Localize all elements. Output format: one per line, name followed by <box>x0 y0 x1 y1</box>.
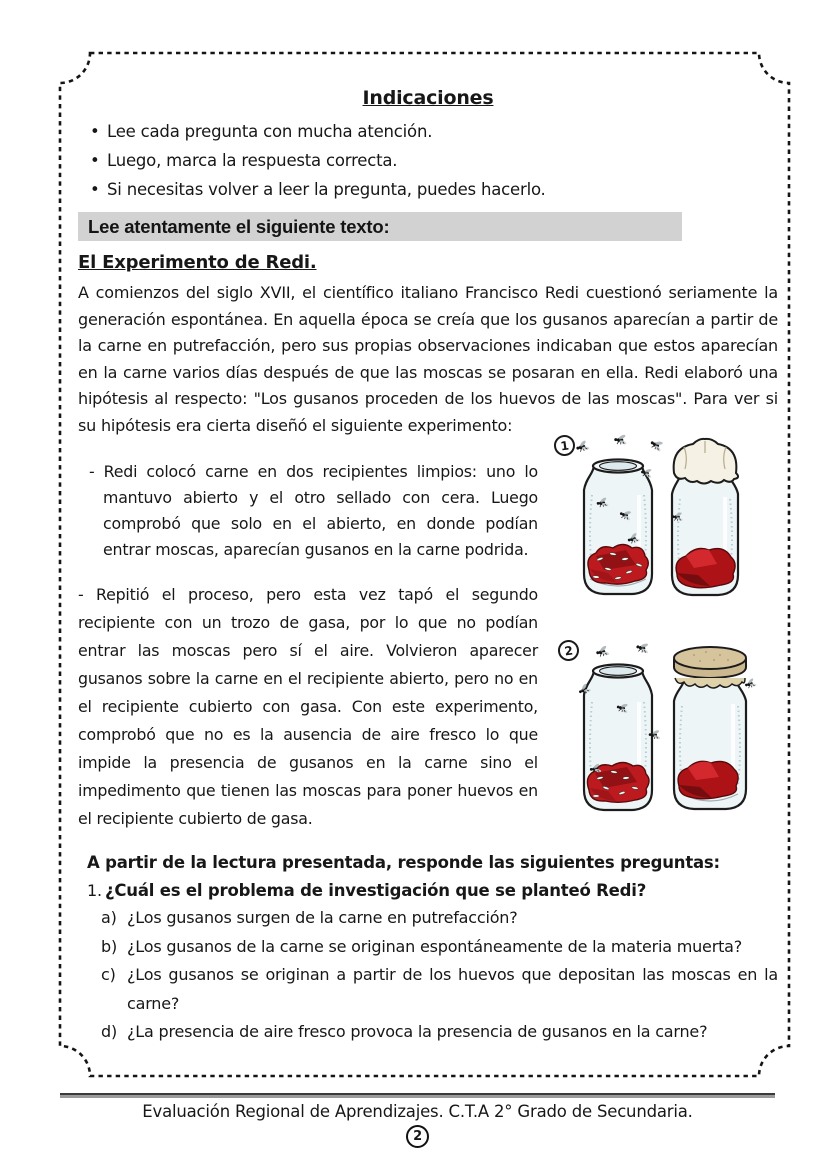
option-text: ¿La presencia de aire fresco provoca la presencia de gusanos en la carne? <box>127 1022 708 1041</box>
list-item <box>78 146 778 175</box>
questions-section <box>78 850 778 1047</box>
figure-1-illustration <box>538 433 778 628</box>
bullet-icon: • <box>90 180 100 199</box>
question-number: 1. <box>87 881 102 900</box>
fly-icon <box>575 439 591 454</box>
figure-1 <box>538 433 778 632</box>
white-cloth-cover <box>674 439 738 484</box>
section-header-bar: Lee atentamente el siguiente texto: <box>78 212 682 241</box>
option-d <box>101 1018 778 1047</box>
experiment-step-2: - Repitió el proceso, pero esta vez tapó el segundo recipiente con un trozo de gasa, por lo que no podían entrar las moscas pero sí el aire. Volvieron aparecer gusanos sobre la carne en el recipiente abierto, pero no en el recipiente cubierto con gasa. Con este experimento, comprobó que no es la ausencia de aire fresco lo que impide la presencia de gusanos en la carne sino el impedimento que tienen las moscas para poner huevos en el recipiente cubierto de gasa. <box>78 585 538 828</box>
fly-icon <box>595 644 610 658</box>
option-letter: c) <box>101 965 116 984</box>
option-text: ¿Los gusanos se originan a partir de los huevos que depositan las moscas en la carne? <box>127 965 778 1013</box>
footer-rule <box>60 1093 775 1098</box>
reading-intro-paragraph: A comienzos del siglo XVII, el científico italiano Francisco Redi cuestionó seriamente la generación espontánea. En aquella época se creía que los gusanos aparecían a partir de la carne en putrefacción, pero sus propias observaciones indicaban que estos aparecían en la carne varios días después de que las moscas se posaran en ella. Redi elaboró una hipótesis al respecto: "Los gusanos proceden de los huevos de las moscas". Para ver si su hipótesis era cierta diseñó el siguiente experimento: <box>78 283 778 435</box>
page-content <box>78 86 778 1047</box>
instructions-list <box>78 117 778 204</box>
two-column-area <box>78 438 778 842</box>
option-letter: a) <box>101 908 117 927</box>
question-1 <box>87 878 778 904</box>
fly-icon <box>614 434 627 445</box>
figure-2 <box>538 638 778 842</box>
footer-text: Evaluación Regional de Aprendizajes. C.T.A 2° Grado de Secundaria. <box>142 1102 693 1121</box>
figure-1-number-badge: 1 <box>553 434 577 458</box>
option-text: ¿Los gusanos de la carne se originan espontáneamente de la materia muerta? <box>127 936 743 956</box>
option-text: ¿Los gusanos surgen de la carne en putrefacción? <box>127 908 518 927</box>
option-c <box>101 961 778 1018</box>
list-item <box>78 175 778 204</box>
option-a <box>101 904 778 933</box>
page-footer <box>60 1093 775 1148</box>
bullet-icon: • <box>90 122 100 141</box>
options-list <box>101 904 778 1047</box>
experiment-step-1: - Redi colocó carne en dos recipientes limpios: uno lo mantuvo abierto y el otro sellado con cera. Luego comprobó que solo en el abierto, en donde podían entrar moscas, aparecían gusanos en la carne podrida. <box>89 462 538 559</box>
open-jar <box>577 665 661 811</box>
list-item <box>78 117 778 146</box>
experiment-steps-column <box>78 459 538 842</box>
meat-with-maggots <box>588 545 648 585</box>
bullet-icon: • <box>90 151 100 170</box>
indications-title: Indicaciones <box>362 87 494 109</box>
reading-title: El Experimento de Redi. <box>78 252 317 273</box>
sealed-jar <box>672 439 738 595</box>
gauze-cover <box>674 647 746 688</box>
figure-2-number-badge: 2 <box>557 639 581 663</box>
option-letter: d) <box>101 1022 117 1041</box>
figures-column <box>538 433 778 842</box>
page-number-badge: 2 <box>406 1125 429 1148</box>
question-text: ¿Cuál es el problema de investigación que se planteó Redi? <box>105 881 647 900</box>
option-b <box>101 933 778 962</box>
fly-icon <box>649 437 665 453</box>
questions-intro: A partir de la lectura presentada, responde las siguientes preguntas: <box>87 853 720 872</box>
fly-icon <box>635 641 650 654</box>
instruction-text: Luego, marca la respuesta correcta. <box>107 151 398 170</box>
figure-2-illustration <box>538 638 783 838</box>
open-jar <box>584 460 653 595</box>
gauze-covered-jar <box>674 647 757 809</box>
option-letter: b) <box>101 936 117 956</box>
instruction-text: Lee cada pregunta con mucha atención. <box>107 122 433 141</box>
instruction-text: Si necesitas volver a leer la pregunta, puedes hacerlo. <box>107 180 546 199</box>
